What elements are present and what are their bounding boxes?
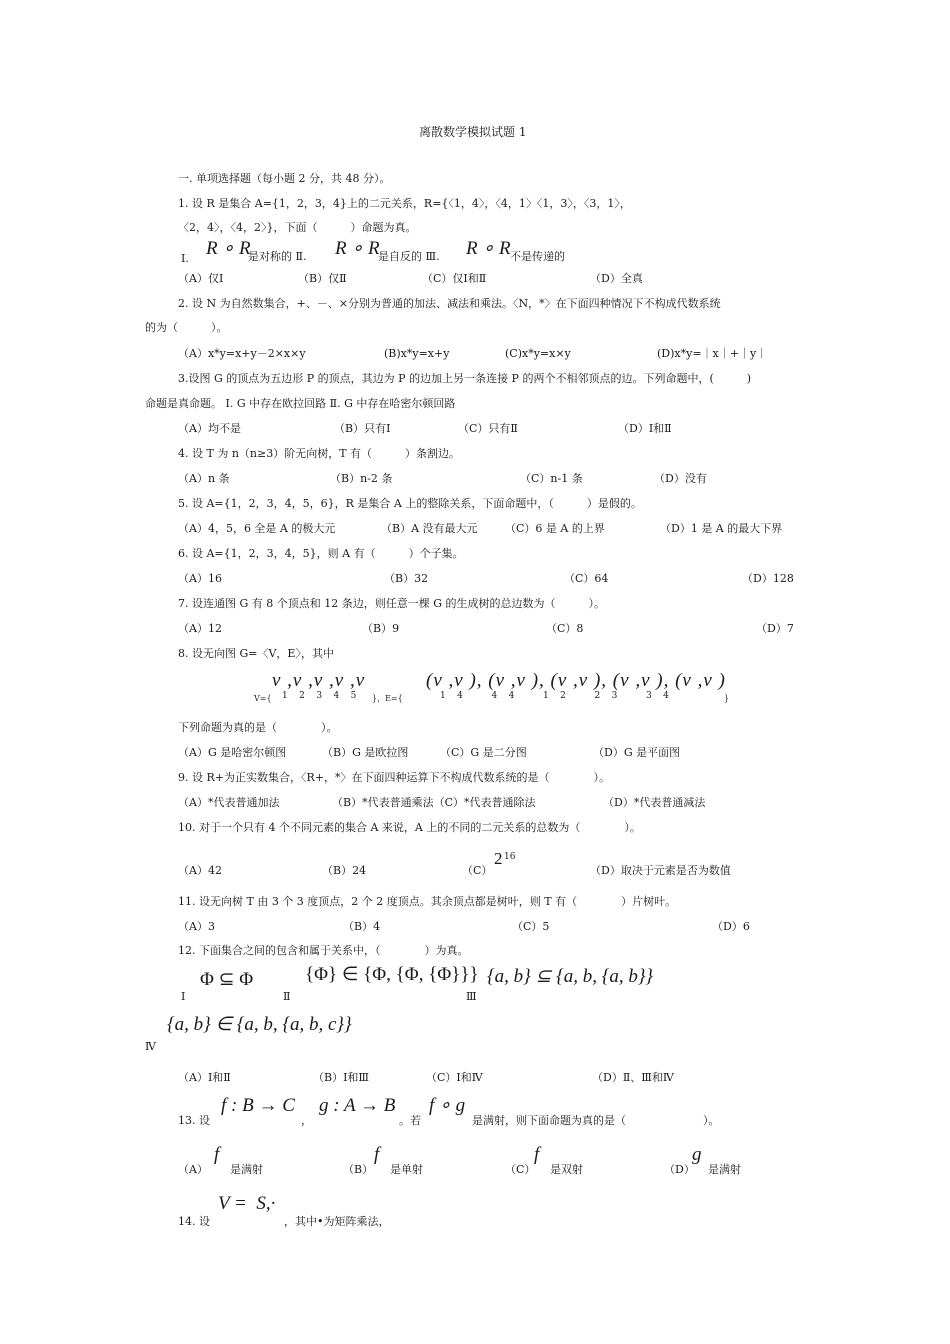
q1-option-c[interactable]: （C）仅Ⅰ和Ⅱ — [422, 272, 487, 285]
q2-option-d[interactable]: (D)x*y=｜x｜+｜y｜ — [657, 347, 768, 360]
q12-roman-1: Ⅰ — [181, 990, 186, 1003]
q2-option-c[interactable]: (C)x*y=x×y — [505, 347, 571, 360]
q12-roman-3: Ⅲ — [466, 990, 477, 1003]
q10-line1: 10. 对于一个只有 4 个不同元素的集合 A 来说，A 上的不同的二元关系的总数为（ ）。 — [178, 821, 641, 834]
q11-line1: 11. 设无向树 T 由 3 个 3 度顶点，2 个 2 度顶点。其余顶点都是树叶，则 T 有（ ）片树叶。 — [178, 895, 677, 908]
q3-option-c[interactable]: （C）只有Ⅱ — [458, 422, 518, 435]
q7-option-d[interactable]: （D）7 — [756, 622, 794, 635]
q10-power-exp: 16 — [504, 852, 516, 862]
q3-option-a[interactable]: （A）均不是 — [178, 422, 241, 435]
q9-line1: 9. 设 R+为正实数集合，〈R+，*〉在下面四种运算下不构成代数系统的是（ ）。 — [178, 771, 610, 784]
q1-text-1: 是对称的 Ⅱ. — [248, 250, 307, 263]
q13-option-b-symbol: f — [374, 1144, 380, 1165]
q13-prefix: 13. 设 — [178, 1114, 210, 1127]
q11-option-b[interactable]: （B）4 — [343, 920, 381, 933]
q8-v-subscripts: 1 2 3 4 5 — [282, 691, 357, 701]
q6-option-d[interactable]: （D）128 — [742, 572, 794, 585]
q6-option-c[interactable]: （C）64 — [564, 572, 609, 585]
q12-option-a[interactable]: （A）Ⅰ和Ⅱ — [178, 1071, 231, 1084]
q3-option-d[interactable]: （D）Ⅰ和Ⅱ — [618, 422, 672, 435]
q8-e-close: } — [724, 694, 730, 703]
q5-option-d[interactable]: （D）1 是 A 的最大下界 — [660, 522, 783, 535]
q13-option-c-symbol: f — [534, 1144, 540, 1165]
q13-option-d[interactable]: （D） — [664, 1163, 695, 1176]
q8-e-subscripts: 1 4 4 4 1 2 2 3 3 4 — [440, 691, 669, 701]
q13-option-c-text: 是双射 — [550, 1163, 583, 1176]
q4-option-c[interactable]: （C）n-1 条 — [520, 472, 583, 485]
q4-option-d[interactable]: （D）没有 — [654, 472, 707, 485]
q12-option-c[interactable]: （C）Ⅰ和Ⅳ — [426, 1071, 483, 1084]
q12-line1: 12. 下面集合之间的包含和属于关系中，（ ）为真。 — [178, 944, 469, 957]
q5-option-c[interactable]: （C）6 是 A 的上界 — [505, 522, 605, 535]
q6-option-b[interactable]: （B）32 — [384, 572, 429, 585]
q10-option-d[interactable]: （D）取决于元素是否为数值 — [590, 864, 731, 877]
q5-option-a[interactable]: （A）4，5，6 全是 A 的极大元 — [178, 522, 336, 535]
q11-option-c[interactable]: （C）5 — [512, 920, 550, 933]
q14-statement: ，其中•为矩阵乘法， — [284, 1215, 390, 1228]
q9-option-bc[interactable]: （B）*代表普通乘法（C）*代表普通除法 — [332, 796, 536, 809]
q13-math-g: g : A → B — [319, 1095, 396, 1116]
q13-option-a-text: 是满射 — [230, 1163, 263, 1176]
q1-math-rr-2: R ∘ R — [335, 238, 380, 259]
q13-math-fg: f ∘ g — [429, 1095, 466, 1116]
q1-text-2: 是自反的 Ⅲ. — [378, 250, 440, 263]
q2-option-a[interactable]: （A）x*y=x+y－2×x×y — [178, 347, 306, 360]
q11-option-d[interactable]: （D）6 — [712, 920, 750, 933]
q1-math-rr-1: R ∘ R — [206, 238, 251, 259]
q13-math-f: f : B → C — [221, 1095, 295, 1116]
q8-option-c[interactable]: （C）G 是二分图 — [440, 746, 527, 759]
q6-line1: 6. 设 A={1，2，3，4，5}，则 A 有（ ）个子集。 — [178, 547, 464, 560]
q13-option-a-symbol: f — [214, 1144, 220, 1165]
q10-option-b[interactable]: （B）24 — [322, 864, 367, 877]
q7-option-b[interactable]: （B）9 — [362, 622, 400, 635]
q12-math-2: {Φ} ∈ {Φ, {Φ, {Φ}}} — [305, 964, 479, 985]
q1-option-d[interactable]: （D）全真 — [590, 272, 643, 285]
q2-line2: 的为（ ）。 — [145, 321, 228, 334]
q11-option-a[interactable]: （A）3 — [178, 920, 215, 933]
q1-text-3: 不是传递的 — [510, 250, 565, 263]
q13-statement: 是满射，则下面命题为真的是（ ）。 — [472, 1114, 720, 1127]
q12-math-4: {a, b} ∈ {a, b, {a, b, c}} — [167, 1014, 352, 1035]
page-title: 离散数学模拟试题 1 — [419, 125, 527, 139]
q13-comma: ， — [301, 1114, 312, 1127]
q3-line2: 命题是真命题。 Ⅰ. G 中存在欧拉回路 Ⅱ. G 中存在哈密尔顿回路 — [145, 397, 456, 410]
q1-line2: 〈2，4〉，〈4，2〉}，下面（ ）命题为真。 — [178, 221, 417, 234]
q8-option-d[interactable]: （D）G 是平面图 — [593, 746, 681, 759]
q5-line1: 5. 设 A={1，2，3，4，5，6}，R 是集合 A 上的整除关系，下面命题中，（ ）是假的。 — [178, 497, 642, 510]
q1-roman-1: Ⅰ. — [181, 252, 189, 265]
q8-e-prefix: }，E={ — [372, 694, 403, 703]
q8-option-a[interactable]: （A）G 是哈密尔顿图 — [178, 746, 287, 759]
q14-math: V = S,· — [218, 1193, 276, 1214]
q9-option-a[interactable]: （A）*代表普通加法 — [178, 796, 280, 809]
q9-option-d[interactable]: （D）*代表普通减法 — [603, 796, 706, 809]
q13-option-b[interactable]: （B） — [343, 1163, 374, 1176]
q10-option-c[interactable]: （C） — [462, 864, 493, 877]
q7-option-a[interactable]: （A）12 — [178, 622, 222, 635]
q12-math-1: Φ ⊆ Φ — [200, 969, 254, 990]
q13-option-d-text: 是满射 — [708, 1163, 741, 1176]
q7-option-c[interactable]: （C）8 — [546, 622, 584, 635]
q13-option-d-symbol: g — [692, 1144, 702, 1165]
q8-v-math: v ,v ,v ,v ,v — [272, 670, 366, 691]
q2-line1: 2. 设 N 为自然数集合，+、－、×分别为普通的加法、减法和乘法。〈N，*〉在下面四种情况下不构成代数系统 — [178, 297, 721, 310]
q13-option-c[interactable]: （C） — [505, 1163, 536, 1176]
q12-roman-2: Ⅱ — [283, 990, 291, 1003]
q1-option-a[interactable]: （A）仅Ⅰ — [178, 272, 224, 285]
q3-line1: 3.设图 G 的顶点为五边形 P 的顶点，其边为 P 的边加上另一条连接 P 的两个不相邻顶点的边。下列命题中，( ) — [178, 372, 752, 385]
q3-option-b[interactable]: （B）只有Ⅰ — [334, 422, 391, 435]
q8-e-math: (v ,v ), (v ,v ), (v ,v ), (v ,v ), (v ,v ) — [426, 670, 726, 691]
q12-math-3: {a, b} ⊆ {a, b, {a, b}} — [487, 966, 654, 987]
q7-line1: 7. 设连通图 G 有 8 个顶点和 12 条边，则任意一棵 G 的生成树的总边数为（ ）。 — [178, 597, 606, 610]
q1-line1: 1. 设 R 是集合 A={1，2，3，4}上的二元关系，R={〈1，4〉，〈4，1〉〈1，3〉，〈3，1〉， — [178, 197, 631, 210]
q12-option-b[interactable]: （B）Ⅰ和Ⅲ — [313, 1071, 370, 1084]
q4-line1: 4. 设 T 为 n（n≥3）阶无向树，T 有（ ）条割边。 — [178, 447, 461, 460]
q4-option-b[interactable]: （B）n-2 条 — [330, 472, 393, 485]
q1-math-rr-3: R ∘ R — [466, 238, 511, 259]
q13-option-b-text: 是单射 — [390, 1163, 423, 1176]
q12-roman-4: Ⅳ — [145, 1040, 156, 1053]
q12-option-d[interactable]: （D）Ⅱ、Ⅲ和Ⅳ — [592, 1071, 674, 1084]
q2-option-b[interactable]: (B)x*y=x+y — [384, 347, 450, 360]
q8-line2: 下列命题为真的是（ ）。 — [178, 721, 338, 734]
q13-if: 。若 — [399, 1114, 421, 1127]
q8-option-b[interactable]: （B）G 是欧拉图 — [322, 746, 409, 759]
q8-line1: 8. 设无向图 G=〈V，E〉，其中 — [178, 647, 334, 660]
q13-option-a[interactable]: （A） — [178, 1163, 208, 1176]
q8-v-prefix: V={ — [254, 694, 272, 703]
q4-option-a[interactable]: （A）n 条 — [178, 472, 230, 485]
q5-option-b[interactable]: （B）A 没有最大元 — [381, 522, 478, 535]
q10-option-a[interactable]: （A）42 — [178, 864, 222, 877]
q10-power-base: 2 — [494, 849, 503, 868]
q14-prefix: 14. 设 — [178, 1215, 210, 1228]
q6-option-a[interactable]: （A）16 — [178, 572, 222, 585]
section-heading: 一. 单项选择题（每小题 2 分，共 48 分）。 — [178, 172, 391, 185]
q1-option-b[interactable]: （B）仅Ⅱ — [298, 272, 347, 285]
